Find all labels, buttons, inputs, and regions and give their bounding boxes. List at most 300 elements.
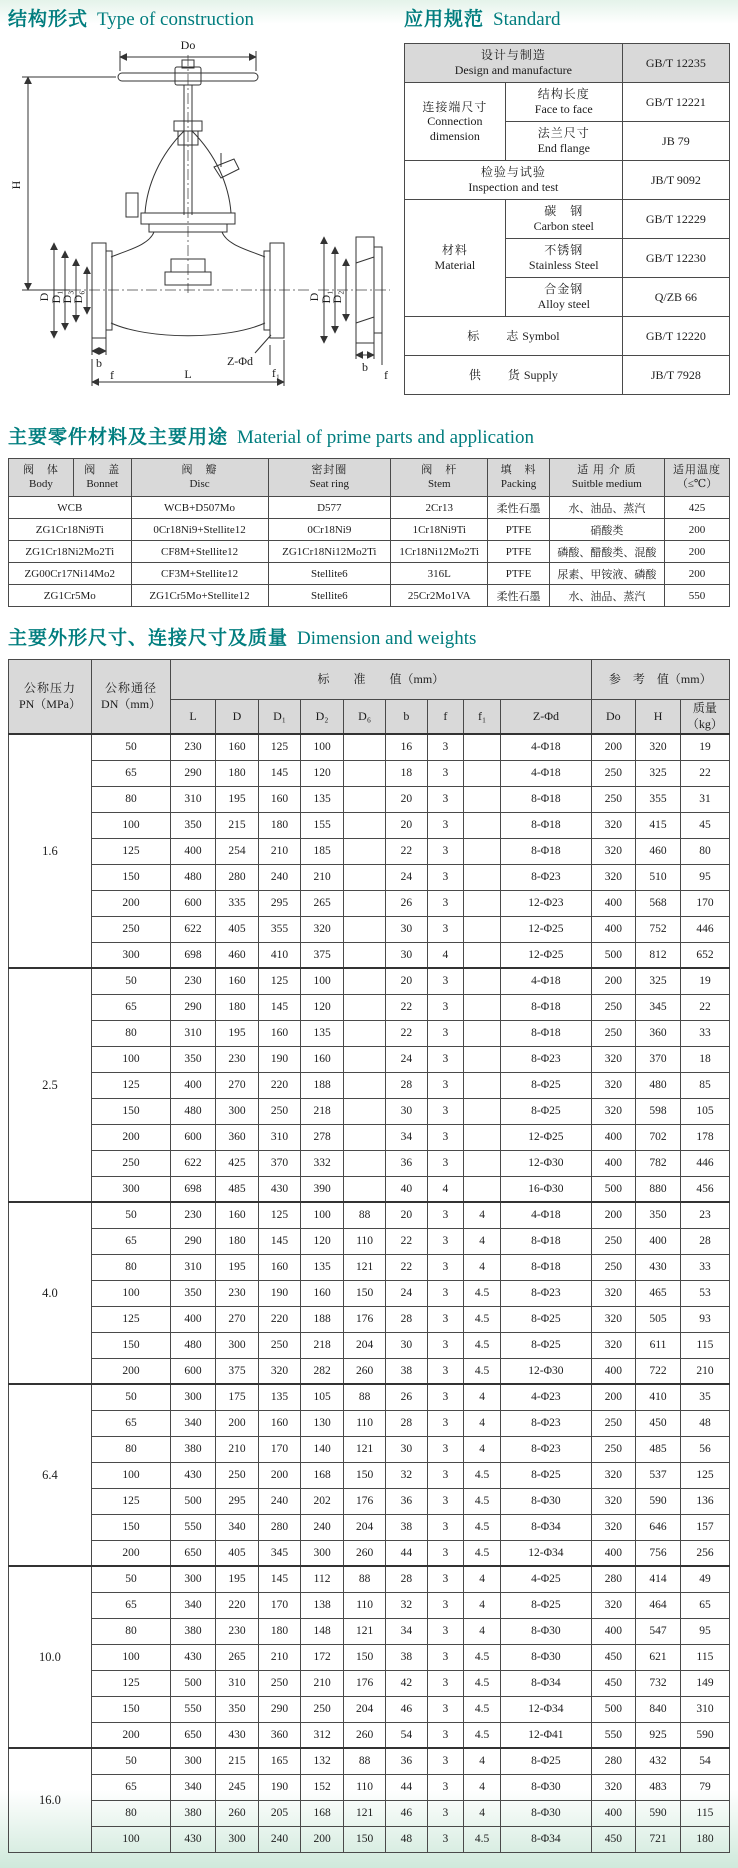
dimension-cell: 95 <box>680 864 729 890</box>
dimension-cell: 160 <box>259 786 301 812</box>
dimension-cell: 340 <box>215 1514 258 1540</box>
dimension-cell: 110 <box>344 1774 386 1800</box>
dimension-cell: 3 <box>427 864 463 890</box>
materials-cell: Stellite6 <box>268 563 391 585</box>
dimension-cell: 925 <box>636 1722 681 1748</box>
materials-cell: 1Cr18Ni12Mo2Ti <box>391 541 488 563</box>
dimension-cell: 4.5 <box>463 1644 500 1670</box>
dimensions-title <box>8 623 730 650</box>
dimension-cell: 121 <box>344 1800 386 1826</box>
dimension-cell <box>344 1098 386 1124</box>
dimension-cell: 88 <box>344 1748 386 1774</box>
dimension-cell: 270 <box>215 1306 258 1332</box>
materials-row <box>9 563 730 585</box>
dimension-cell: 600 <box>171 890 216 916</box>
materials-header-stem: 阀 杆 Stem <box>391 459 488 497</box>
dimension-cell: 150 <box>91 1696 170 1722</box>
dimension-cell: 550 <box>591 1722 636 1748</box>
dimension-cell <box>344 942 386 968</box>
dimension-cell: 150 <box>91 864 170 890</box>
dimensions-table <box>8 659 730 1853</box>
materials-title-en: Material of prime parts and application <box>237 427 535 448</box>
dimension-cell: 65 <box>91 994 170 1020</box>
dimension-cell: 8-Φ30 <box>501 1618 591 1644</box>
dimension-cell: 3 <box>427 1800 463 1826</box>
dimension-cell: 140 <box>300 1436 343 1462</box>
dimension-cell: 121 <box>344 1436 386 1462</box>
dimension-cell: 3 <box>427 1020 463 1046</box>
dimension-cell: 100 <box>91 1644 170 1670</box>
dimension-cell: 176 <box>344 1488 386 1514</box>
dimension-cell: 646 <box>636 1514 681 1540</box>
materials-cell: Stellite6 <box>268 585 391 607</box>
materials-table-body <box>9 497 730 607</box>
dimension-cell: 200 <box>591 1384 636 1410</box>
item-zh: 供 货 <box>468 367 521 382</box>
dimension-cell: 79 <box>680 1774 729 1800</box>
dimension-cell: 85 <box>680 1072 729 1098</box>
standard-value: GB/T 12220 <box>622 317 729 356</box>
dimension-cell: 30 <box>386 1436 428 1462</box>
dimension-cell: 150 <box>344 1644 386 1670</box>
dimension-cell: 205 <box>259 1800 301 1826</box>
dimension-cell: 280 <box>591 1748 636 1774</box>
item-en: Alloy steel <box>537 297 590 311</box>
dimension-cell: 115 <box>680 1800 729 1826</box>
dimension-cell: 125 <box>259 968 301 994</box>
dimension-row <box>9 916 730 942</box>
dimension-cell: 100 <box>300 1202 343 1228</box>
dimension-cell: 3 <box>427 1748 463 1774</box>
dimension-cell: 622 <box>171 1150 216 1176</box>
dimension-cell: 218 <box>300 1098 343 1124</box>
materials-cell: PTFE <box>488 563 549 585</box>
dimension-cell: 4-Φ18 <box>501 1202 591 1228</box>
dimension-cell <box>463 864 500 890</box>
dimension-cell: 260 <box>344 1358 386 1384</box>
dimension-cell: 8-Φ18 <box>501 786 591 812</box>
dimension-cell: 3 <box>427 1462 463 1488</box>
dimension-cell: 160 <box>215 968 258 994</box>
dimension-row <box>9 1098 730 1124</box>
item-en: dimension <box>429 128 480 143</box>
dimension-cell <box>344 1124 386 1150</box>
dimension-cell: 410 <box>259 942 301 968</box>
dimension-row <box>9 968 730 994</box>
dimension-cell: 3 <box>427 1488 463 1514</box>
dimension-cell: 280 <box>259 1514 301 1540</box>
dimension-cell: 28 <box>386 1566 428 1592</box>
dimension-cell: 480 <box>636 1072 681 1098</box>
dimension-cell: 218 <box>300 1332 343 1358</box>
dimension-cell: 80 <box>91 1020 170 1046</box>
dimension-cell: 100 <box>300 968 343 994</box>
dimension-cell: 210 <box>259 1644 301 1670</box>
dimension-cell: 310 <box>171 1020 216 1046</box>
dimension-cell <box>463 1176 500 1202</box>
dimension-cell: 350 <box>171 1046 216 1072</box>
dimension-cell: 4-Φ18 <box>501 968 591 994</box>
standard-title-zh: 应用规范 <box>404 9 485 30</box>
dimension-row <box>9 838 730 864</box>
standard-value: Q/ZB 66 <box>622 278 729 317</box>
dimension-cell: 3 <box>427 1384 463 1410</box>
dimension-cell: 28 <box>386 1306 428 1332</box>
dimension-cell: 3 <box>427 786 463 812</box>
dimension-cell <box>344 838 386 864</box>
dimension-cell: 547 <box>636 1618 681 1644</box>
dimension-row <box>9 1722 730 1748</box>
dimension-cell: 295 <box>215 1488 258 1514</box>
dimension-cell: 3 <box>427 1644 463 1670</box>
construction-title-zh: 结构形式 <box>8 9 89 30</box>
dimension-row <box>9 1046 730 1072</box>
dimension-cell: 170 <box>259 1436 301 1462</box>
dimension-cell: 190 <box>259 1046 301 1072</box>
dimension-cell: 3 <box>427 1358 463 1384</box>
dimension-cell: 155 <box>300 812 343 838</box>
dimension-cell: 150 <box>344 1826 386 1852</box>
dimension-cell: 3 <box>427 1098 463 1124</box>
materials-cell: PTFE <box>488 519 549 541</box>
dimension-cell: 600 <box>171 1358 216 1384</box>
dimension-cell <box>344 760 386 786</box>
standard-row-carbon-steel <box>405 200 730 239</box>
dimension-cell: 350 <box>636 1202 681 1228</box>
dimension-cell: 120 <box>300 994 343 1020</box>
dimension-cell: 8-Φ30 <box>501 1488 591 1514</box>
materials-cell: WCB <box>9 497 132 519</box>
dimension-cell: 8-Φ18 <box>501 838 591 864</box>
dimension-cell: 12-Φ34 <box>501 1540 591 1566</box>
dimension-cell: 400 <box>591 1124 636 1150</box>
dimension-row <box>9 1124 730 1150</box>
dimension-cell: 125 <box>91 1488 170 1514</box>
dimension-cell: 370 <box>259 1150 301 1176</box>
dimension-cell: 4 <box>463 1202 500 1228</box>
dimension-cell: 464 <box>636 1592 681 1618</box>
dimension-cell <box>463 1020 500 1046</box>
dimension-cell: 652 <box>680 942 729 968</box>
materials-cell: 1Cr18Ni9Ti <box>391 519 488 541</box>
dimension-cell <box>463 994 500 1020</box>
header-D1: D₁ <box>259 700 301 735</box>
dimension-cell: 180 <box>680 1826 729 1852</box>
dimension-cell: 320 <box>591 1462 636 1488</box>
dimension-cell: 8-Φ34 <box>501 1514 591 1540</box>
materials-cell: 柔性石墨 <box>488 585 549 607</box>
dimension-cell: 50 <box>91 1566 170 1592</box>
dimension-cell: 782 <box>636 1150 681 1176</box>
dimension-cell: 280 <box>591 1566 636 1592</box>
materials-header-disc: 阀 瓣 Disc <box>131 459 268 497</box>
materials-row <box>9 497 730 519</box>
dimension-cell: 250 <box>591 1228 636 1254</box>
dimension-cell: 180 <box>215 994 258 1020</box>
standard-value: GB/T 12229 <box>622 200 729 239</box>
dimension-cell: 320 <box>591 1774 636 1800</box>
dimension-cell: 8-Φ25 <box>501 1098 591 1124</box>
dimension-cell: 16-Φ30 <box>501 1176 591 1202</box>
dimension-cell: 121 <box>344 1254 386 1280</box>
dimension-cell: 8-Φ25 <box>501 1592 591 1618</box>
materials-cell: 水、油品、蒸汽 <box>549 585 664 607</box>
dimension-row <box>9 1800 730 1826</box>
dimension-cell: 752 <box>636 916 681 942</box>
dimension-cell: 500 <box>591 942 636 968</box>
dimension-cell: 320 <box>591 1098 636 1124</box>
dimension-cell: 18 <box>386 760 428 786</box>
dimension-cell: 22 <box>680 760 729 786</box>
item-en: Connection <box>427 114 483 129</box>
valve-drawing <box>8 35 396 405</box>
dimensions-title-en: Dimension and weights <box>297 628 477 649</box>
standard-row-supply <box>405 356 730 395</box>
dimension-cell: 8-Φ25 <box>501 1306 591 1332</box>
dimension-cell: 22 <box>680 994 729 1020</box>
materials-row <box>9 519 730 541</box>
dimension-cell: 400 <box>591 1150 636 1176</box>
dimension-cell: 355 <box>636 786 681 812</box>
dimension-cell: 230 <box>215 1046 258 1072</box>
dimension-cell: 325 <box>636 968 681 994</box>
dimension-cell: 702 <box>636 1124 681 1150</box>
dimension-cell: 480 <box>171 1332 216 1358</box>
dimension-cell: 240 <box>259 1826 301 1852</box>
dimension-cell: 295 <box>259 890 301 916</box>
dimension-cell: 600 <box>171 1124 216 1150</box>
dimension-cell: 500 <box>171 1670 216 1696</box>
dimension-cell: 260 <box>215 1800 258 1826</box>
dimension-cell: 88 <box>344 1384 386 1410</box>
dimension-cell: 320 <box>591 1488 636 1514</box>
dimension-cell: 180 <box>259 812 301 838</box>
dimension-cell: 240 <box>259 864 301 890</box>
dimension-cell: 265 <box>215 1644 258 1670</box>
dimension-cell: 176 <box>344 1670 386 1696</box>
dimension-cell: 3 <box>427 1332 463 1358</box>
materials-cell: ZG1Cr18Ni9Ti <box>9 519 132 541</box>
dimension-cell: 160 <box>259 1410 301 1436</box>
header-b: b <box>386 700 428 735</box>
dimension-cell: 250 <box>591 1436 636 1462</box>
dimension-cell: 300 <box>171 1748 216 1774</box>
construction-title <box>8 4 396 31</box>
dimension-cell: 3 <box>427 1774 463 1800</box>
dimension-cell: 185 <box>300 838 343 864</box>
item-en: Stainless Steel <box>528 258 599 272</box>
dimension-cell <box>344 916 386 942</box>
dimension-cell <box>463 942 500 968</box>
item-en: Inspection and test <box>468 180 559 194</box>
dimension-cell: 4-Φ25 <box>501 1566 591 1592</box>
dimension-cell: 4.5 <box>463 1826 500 1852</box>
dimension-cell: 50 <box>91 734 170 760</box>
dimension-row <box>9 1618 730 1644</box>
dimension-cell: 8-Φ23 <box>501 1410 591 1436</box>
materials-cell: 2Cr13 <box>391 497 488 519</box>
dimension-cell: 405 <box>215 916 258 942</box>
dimension-cell: 250 <box>300 1696 343 1722</box>
dimension-cell: 300 <box>171 1566 216 1592</box>
dimension-cell: 31 <box>680 786 729 812</box>
dimension-cell <box>463 968 500 994</box>
materials-cell: 0Cr18Ni9 <box>268 519 391 541</box>
dimension-row <box>9 1514 730 1540</box>
dimension-cell: 93 <box>680 1306 729 1332</box>
dimension-cell: 24 <box>386 1280 428 1306</box>
item-zh: 标 志 <box>467 328 520 343</box>
dimension-cell: 4.5 <box>463 1696 500 1722</box>
dimension-cell: 380 <box>171 1436 216 1462</box>
dimension-cell: 432 <box>636 1748 681 1774</box>
standard-row-face-to-face <box>405 83 730 122</box>
dimension-cell: 28 <box>386 1410 428 1436</box>
dimension-cell: 4 <box>463 1254 500 1280</box>
dimension-cell: 195 <box>215 1020 258 1046</box>
dimension-cell: 590 <box>636 1800 681 1826</box>
dimension-cell: 4.5 <box>463 1280 500 1306</box>
standard-item <box>505 83 622 122</box>
dimension-cell: 456 <box>680 1176 729 1202</box>
dimension-cell: 375 <box>300 942 343 968</box>
dimension-cell: 250 <box>259 1332 301 1358</box>
dimension-cell: 20 <box>386 1202 428 1228</box>
dimension-cell: 260 <box>344 1540 386 1566</box>
dimension-cell: 33 <box>680 1020 729 1046</box>
dimension-row <box>9 1280 730 1306</box>
dimension-cell: 215 <box>215 812 258 838</box>
materials-cell: ZG1Cr5Mo <box>9 585 132 607</box>
dimension-cell: 46 <box>386 1696 428 1722</box>
dimension-cell: 340 <box>171 1592 216 1618</box>
dimension-row <box>9 1696 730 1722</box>
dimension-row <box>9 994 730 1020</box>
dimension-cell: 4-Φ18 <box>501 734 591 760</box>
materials-cell: 200 <box>665 519 730 541</box>
dimension-cell <box>463 1098 500 1124</box>
dimension-cell: 138 <box>300 1592 343 1618</box>
materials-cell: WCB+D507Mo <box>131 497 268 519</box>
dimension-cell: 65 <box>91 760 170 786</box>
dimension-cell: 400 <box>171 1306 216 1332</box>
standard-item <box>405 356 623 395</box>
dimension-cell: 360 <box>259 1722 301 1748</box>
dimension-cell: 430 <box>636 1254 681 1280</box>
header-D2: D₂ <box>300 700 343 735</box>
dimension-cell: 3 <box>427 1592 463 1618</box>
dimension-cell: 300 <box>91 942 170 968</box>
dimension-cell: 200 <box>91 890 170 916</box>
dimension-cell: 310 <box>259 1124 301 1150</box>
construction-title-en: Type of construction <box>97 9 254 30</box>
dimension-row <box>9 1540 730 1566</box>
dimension-cell: 300 <box>215 1098 258 1124</box>
dimension-cell: 195 <box>215 1254 258 1280</box>
dimension-cell: 195 <box>215 786 258 812</box>
dimension-cell: 460 <box>636 838 681 864</box>
dimension-cell: 230 <box>215 1280 258 1306</box>
dimension-cell: 335 <box>215 890 258 916</box>
dimension-cell: 188 <box>300 1306 343 1332</box>
dimension-cell: 12-Φ23 <box>501 890 591 916</box>
header-weight: 质量（kg） <box>680 700 729 735</box>
dim-label-d: D <box>37 292 51 302</box>
dimension-cell: 3 <box>427 838 463 864</box>
dimension-cell: 112 <box>300 1566 343 1592</box>
item-zh: 法兰尺寸 <box>537 126 590 141</box>
dimension-cell: 125 <box>259 1202 301 1228</box>
top-section <box>8 4 730 402</box>
dimension-cell: 290 <box>171 760 216 786</box>
dimension-cell: 22 <box>386 838 428 864</box>
dimension-cell <box>344 890 386 916</box>
dimension-cell: 280 <box>215 864 258 890</box>
pn-group-label: 4.0 <box>9 1202 92 1384</box>
dimension-cell: 145 <box>259 760 301 786</box>
dimension-cell: 8-Φ18 <box>501 1228 591 1254</box>
dimension-cell: 22 <box>386 1228 428 1254</box>
dimension-cell <box>463 760 500 786</box>
dimension-cell: 210 <box>300 1670 343 1696</box>
item-en: Material <box>434 258 476 272</box>
dimension-cell: 483 <box>636 1774 681 1800</box>
pn-group-label: 6.4 <box>9 1384 92 1566</box>
dimension-cell: 320 <box>259 1358 301 1384</box>
dimension-cell: 265 <box>300 890 343 916</box>
dimension-cell: 320 <box>591 1280 636 1306</box>
dimension-cell: 320 <box>591 838 636 864</box>
dimension-cell: 290 <box>171 994 216 1020</box>
dimension-cell <box>344 1176 386 1202</box>
dimension-cell: 390 <box>300 1176 343 1202</box>
dimension-cell: 172 <box>300 1644 343 1670</box>
dimension-cell: 8-Φ23 <box>501 1280 591 1306</box>
dimension-cell: 3 <box>427 1696 463 1722</box>
dimension-cell: 500 <box>591 1696 636 1722</box>
dimension-cell: 26 <box>386 890 428 916</box>
dim-label-side-d1: D₁ <box>319 290 333 304</box>
dimension-cell: 430 <box>171 1826 216 1852</box>
dimension-cell: 290 <box>259 1696 301 1722</box>
dimension-cell: 4.5 <box>463 1670 500 1696</box>
dimension-cell: 230 <box>215 1618 258 1644</box>
dimension-cell <box>463 890 500 916</box>
dimension-cell: 250 <box>591 1254 636 1280</box>
dimension-cell: 756 <box>636 1540 681 1566</box>
dimension-cell: 3 <box>427 1722 463 1748</box>
dimension-cell: 18 <box>680 1046 729 1072</box>
dimension-cell: 157 <box>680 1514 729 1540</box>
dimension-cell: 3 <box>427 812 463 838</box>
dimension-cell: 50 <box>91 1202 170 1228</box>
dimension-row <box>9 1748 730 1774</box>
dimension-cell: 230 <box>171 734 216 760</box>
dimension-cell: 30 <box>386 1098 428 1124</box>
dimension-cell: 20 <box>386 786 428 812</box>
dimension-cell: 485 <box>215 1176 258 1202</box>
dimension-cell: 300 <box>171 1384 216 1410</box>
standard-value: JB 79 <box>622 122 729 161</box>
item-en: Supply <box>523 367 558 382</box>
dim-label-side-d2: D₂ <box>330 290 344 304</box>
materials-title <box>8 422 730 449</box>
dimension-row <box>9 1306 730 1332</box>
header-D6: D₆ <box>344 700 386 735</box>
materials-cell: 硝酸类 <box>549 519 664 541</box>
dimension-cell: 188 <box>300 1072 343 1098</box>
item-zh: 连接端尺寸 <box>422 99 488 114</box>
